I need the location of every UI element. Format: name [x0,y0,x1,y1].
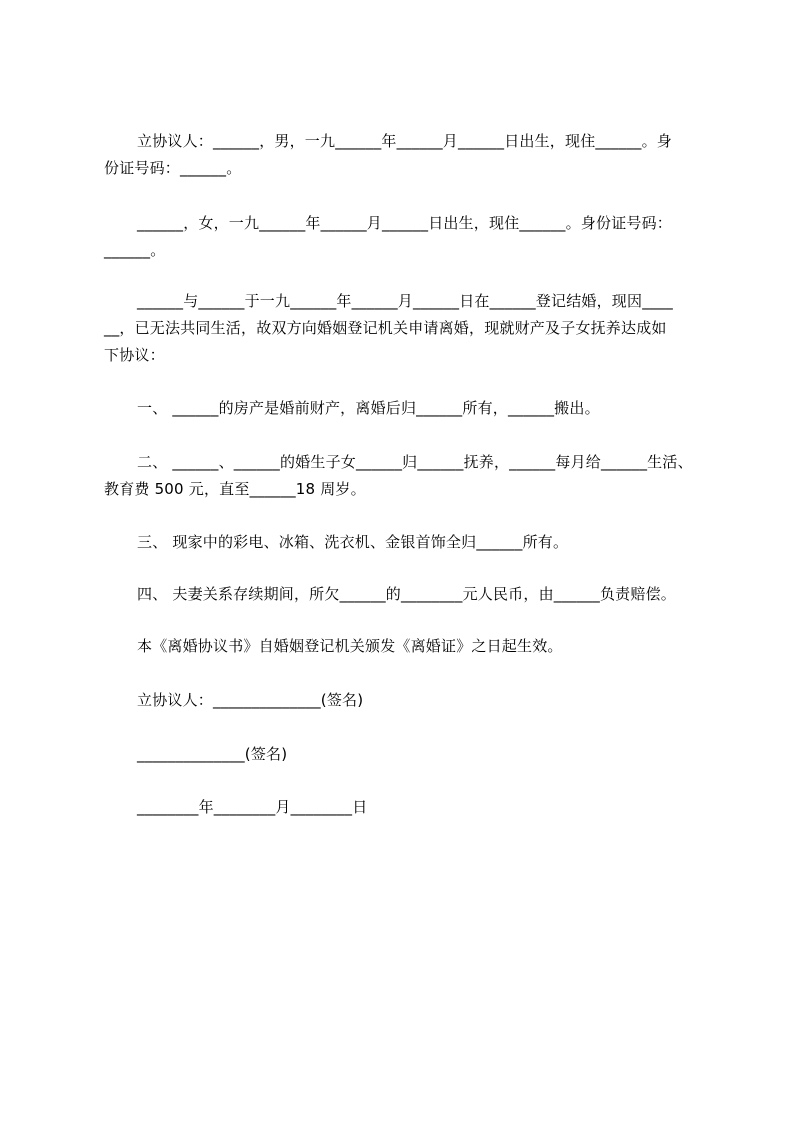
party2-line1: ______，女，一九______年______月______日出生，现住______。身份证号码： [137,214,673,232]
clause-1: 一、 ______的房产是婚前财产，离婚后归______所有，______搬出。 [137,399,600,417]
clause-3: 三、 现家中的彩电、冰箱、洗衣机、金银首饰全归______所有。 [137,533,569,551]
clause-4: 四、 夫妻关系存续期间，所欠______的________元人民币，由______负责赔偿。 [137,585,676,603]
party1-line1: 立协议人：______，男，一九______年______月______日出生，现住______。身 [137,132,673,150]
clause-2-line1: 二、 ______、______的婚生子女______归______抚养，______每月给______生活、 [137,453,693,471]
clause-2-line2: 教育费 500 元，直至______18 周岁。 [104,480,366,498]
marriage-line1: ______与______于一九______年______月______日在______登记结婚，现因____ [137,292,674,310]
marriage-line3: 下协议： [104,346,165,364]
date-line: ________年________月________日 [137,798,368,816]
party1-line2: 份证号码：______。 [104,159,242,177]
party2-line2: ______。 [104,241,166,259]
effective-statement: 本《离婚协议书》自婚姻登记机关颁发《离婚证》之日起生效。 [137,637,563,655]
signature-line-1: 立协议人：______________(签名) [137,691,364,709]
marriage-line2: __，已无法共同生活，故双方向婚姻登记机关申请离婚，现就财产及子女抚养达成如 [104,319,667,337]
signature-line-2: ______________(签名) [137,745,288,763]
